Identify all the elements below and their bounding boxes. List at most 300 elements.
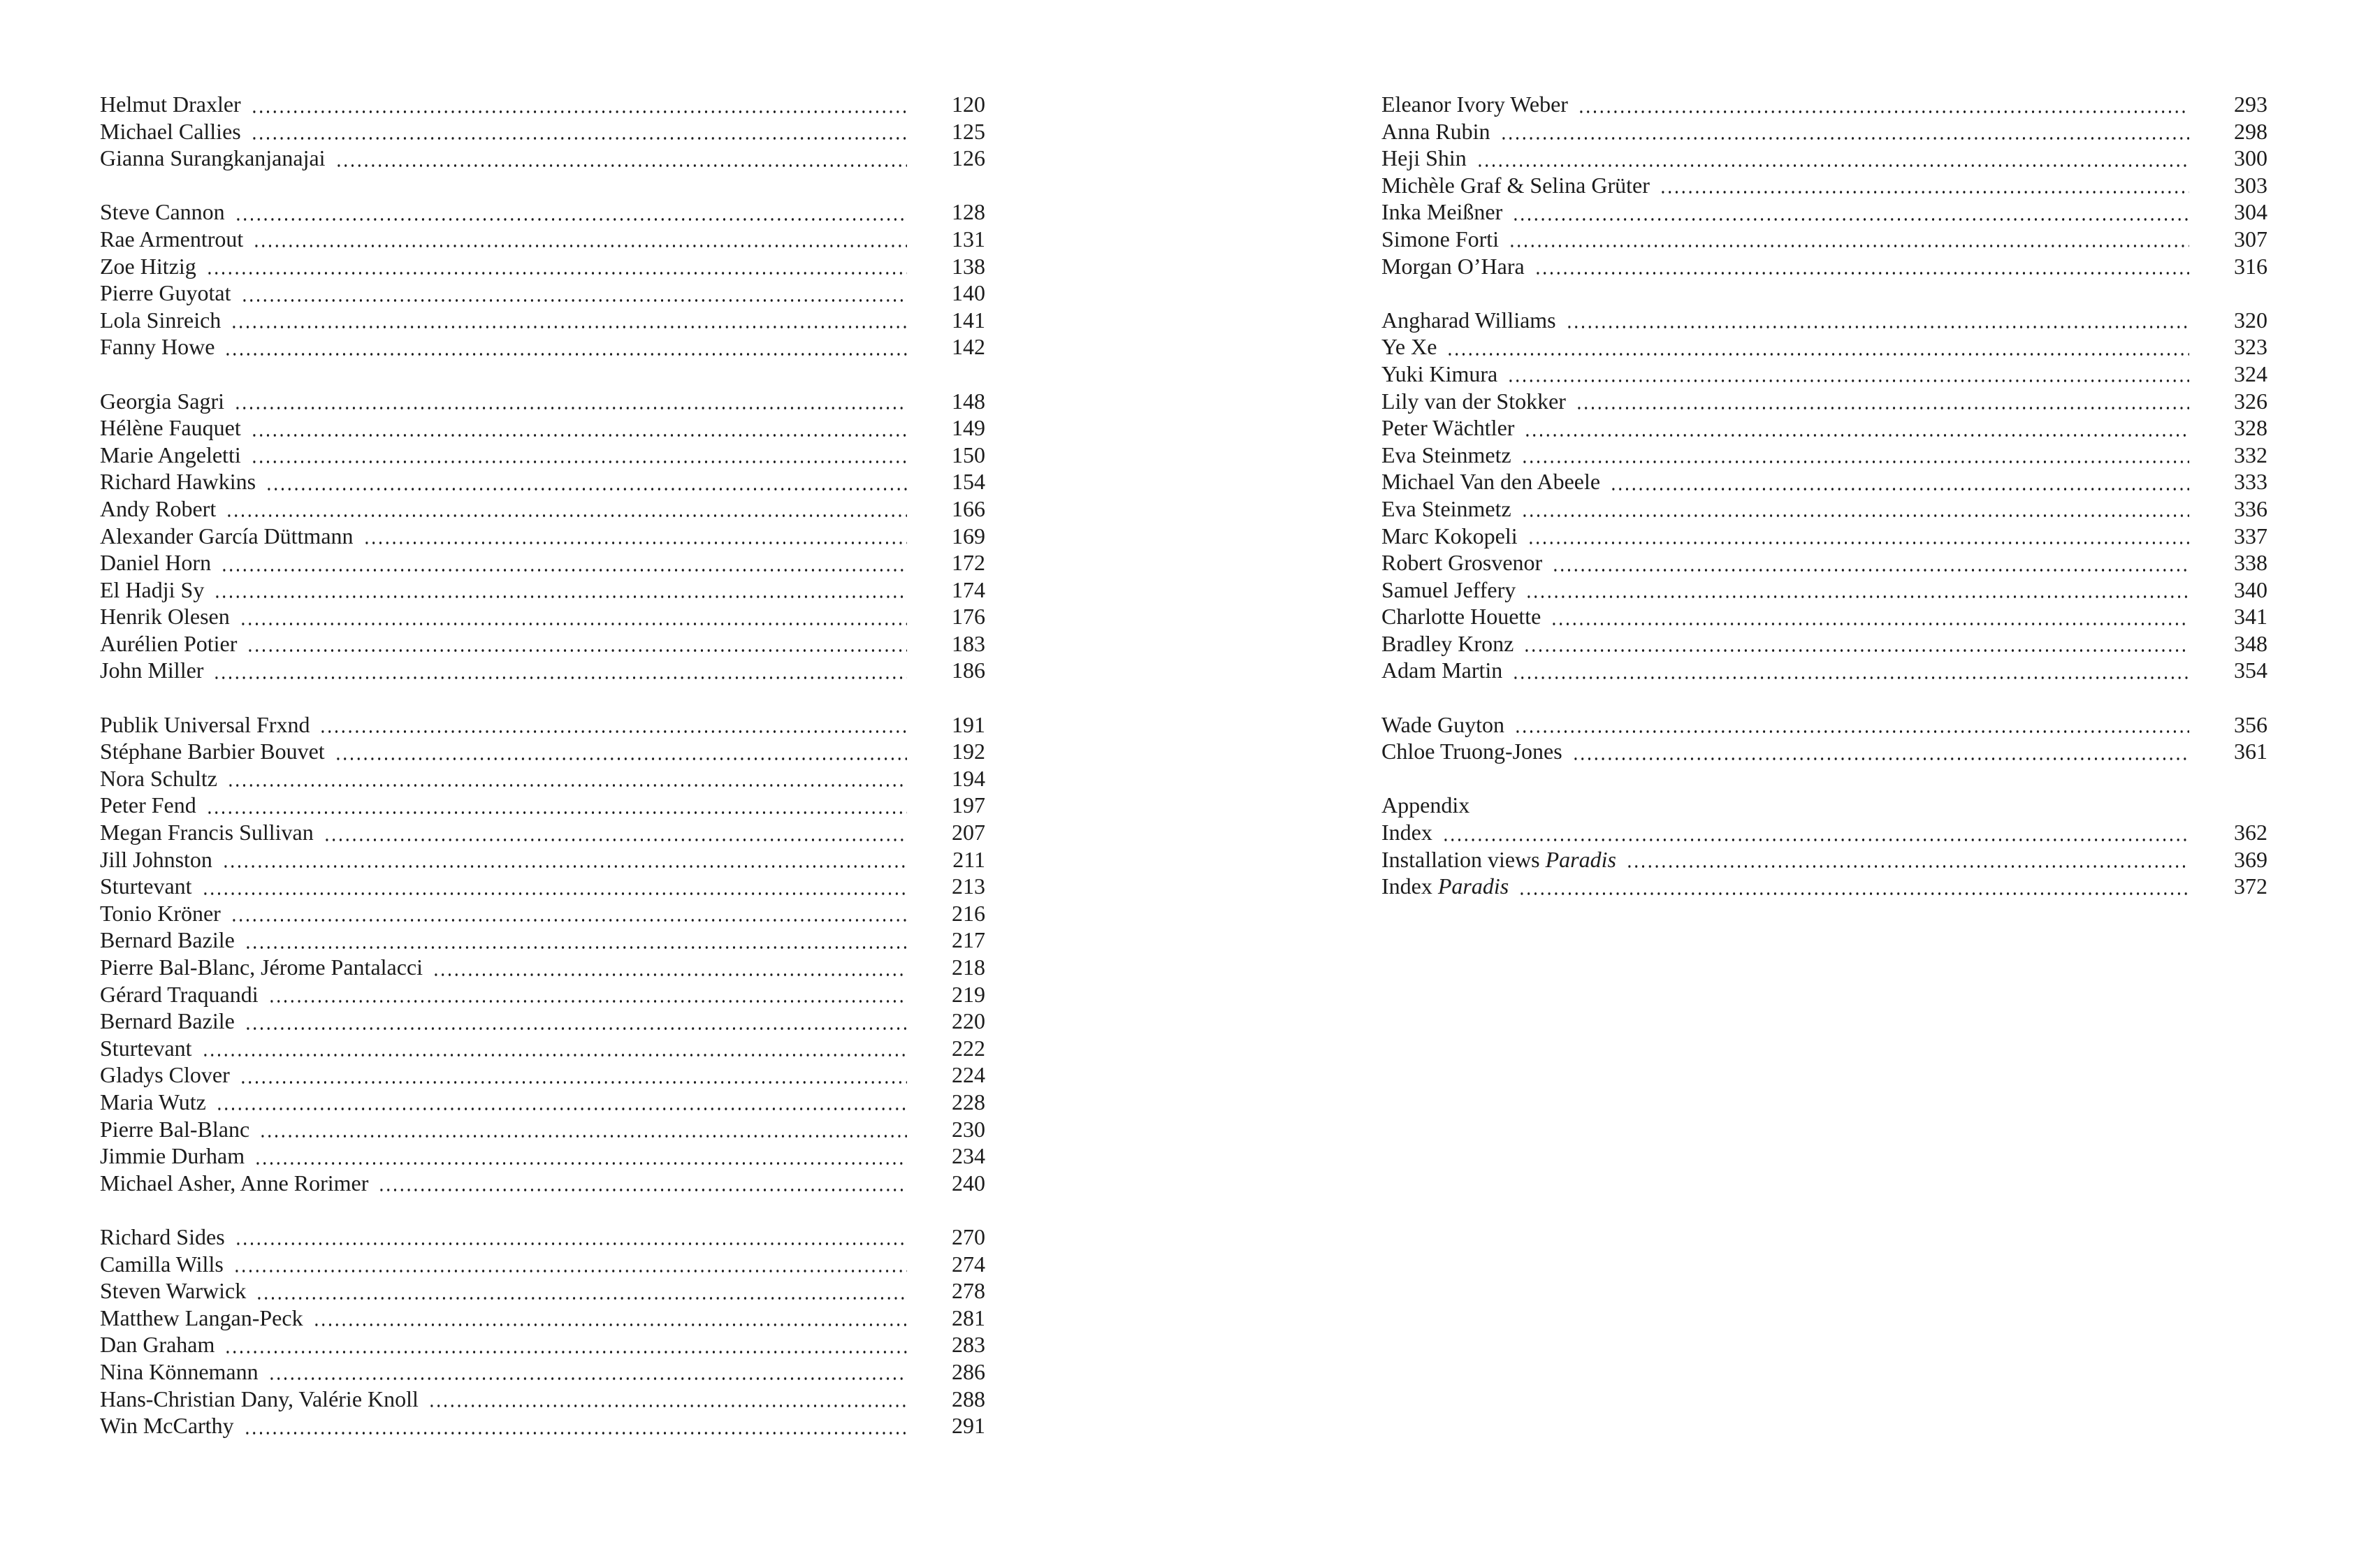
- toc-entry-name: Marie Angeletti: [100, 442, 241, 467]
- dot-leader: [245, 927, 907, 954]
- dot-leader: [1521, 495, 2189, 523]
- toc-entry-name: John Miller: [100, 658, 204, 683]
- toc-entry: [100, 657, 985, 684]
- toc-entry-name: Yuki Kimura: [1381, 361, 1498, 386]
- dot-leader: [268, 981, 907, 1008]
- toc-entry: [100, 819, 985, 846]
- toc-entry-name: Michael Callies: [100, 118, 241, 144]
- dot-leader: [234, 388, 907, 415]
- dot-leader: [428, 1386, 907, 1413]
- dot-leader: [1523, 630, 2189, 658]
- toc-entry-name: Win McCarthy: [100, 1413, 234, 1439]
- toc-entry-page-number: 126: [952, 145, 985, 171]
- dot-leader: [206, 253, 907, 280]
- toc-column-right: [1381, 91, 2267, 900]
- dot-leader: [363, 523, 907, 550]
- toc-group: [100, 1224, 985, 1439]
- toc-entry: [100, 280, 985, 307]
- toc-group: [100, 198, 985, 361]
- dot-leader: [202, 1035, 907, 1062]
- toc-entry-page-number: 320: [2234, 307, 2267, 333]
- toc-entry-page-number: 125: [952, 118, 985, 144]
- dot-leader: [1552, 549, 2189, 576]
- toc-entry: [100, 981, 985, 1008]
- toc-entry-page-number: 326: [2234, 388, 2267, 414]
- dot-leader: [1524, 414, 2189, 442]
- toc-entry: [100, 1142, 985, 1170]
- toc-entry-page-number: 341: [2234, 604, 2267, 630]
- toc-entry-name: Gladys Clover: [100, 1062, 230, 1088]
- dot-leader: [1527, 523, 2189, 550]
- dot-leader: [1610, 468, 2189, 495]
- toc-entry: [100, 954, 985, 981]
- toc-entry: [100, 1358, 985, 1386]
- toc-entry-page-number: 142: [952, 334, 985, 360]
- toc-entry-page-number: 222: [952, 1035, 985, 1061]
- toc-entry-name: Hélène Fauquet: [100, 415, 241, 441]
- dot-leader: [214, 576, 907, 604]
- toc-entry-page-number: 176: [952, 604, 985, 630]
- toc-entry: [1381, 549, 2267, 576]
- toc-entry: [100, 226, 985, 253]
- toc-entry-page-number: 332: [2234, 442, 2267, 467]
- toc-entry-page-number: 298: [2234, 118, 2267, 144]
- toc-entry: [1381, 603, 2267, 630]
- toc-entry-page-number: 356: [2234, 711, 2267, 737]
- dot-leader: [259, 1116, 907, 1143]
- toc-entry: [100, 1412, 985, 1439]
- toc-entry-page-number: 340: [2234, 576, 2267, 602]
- toc-entry-page-number: 131: [952, 226, 985, 252]
- toc-entry-page-number: 307: [2234, 226, 2267, 252]
- dot-leader: [1446, 333, 2189, 361]
- dot-leader: [213, 657, 907, 684]
- toc-entry-page-number: 172: [952, 550, 985, 576]
- toc-entry-page-number: 286: [952, 1358, 985, 1384]
- toc-entry-name: Rae Armentrout: [100, 226, 244, 252]
- toc-entry-name: Gérard Traquandi: [100, 981, 259, 1007]
- toc-entry-page-number: 192: [952, 739, 985, 764]
- dot-leader: [251, 91, 907, 118]
- toc-entry-name: Aurélien Potier: [100, 630, 238, 656]
- dot-leader: [235, 1224, 907, 1251]
- dot-leader: [233, 1251, 907, 1278]
- toc-entry-name: Charlotte Houette: [1381, 604, 1541, 630]
- toc-entry-name: Michael Van den Abeele: [1381, 469, 1601, 495]
- toc-entry: [1381, 630, 2267, 658]
- toc-entry: [100, 468, 985, 495]
- toc-entry-name: Jill Johnston: [100, 846, 212, 872]
- toc-entry: [100, 1224, 985, 1251]
- toc-entry-name: Eleanor Ivory Weber: [1381, 92, 1568, 117]
- dot-leader: [1512, 657, 2189, 684]
- toc-entry-page-number: 211: [952, 846, 985, 872]
- toc-entry-name: Richard Hawkins: [100, 469, 256, 495]
- dot-leader: [202, 873, 907, 900]
- dot-leader: [1521, 442, 2189, 469]
- dot-leader: [224, 333, 907, 361]
- dot-leader: [240, 603, 907, 630]
- toc-entry-name: Adam Martin: [1381, 658, 1503, 683]
- dot-leader: [1442, 819, 2189, 846]
- toc-entry-page-number: 240: [952, 1170, 985, 1196]
- toc-entry-name: Daniel Horn: [100, 550, 212, 576]
- dot-leader: [251, 118, 907, 145]
- toc-entry-name: Alexander García Düttmann: [100, 523, 354, 549]
- toc-entry-name: Samuel Jeffery: [1381, 576, 1516, 602]
- toc-entry-page-number: 183: [952, 630, 985, 656]
- dot-leader: [335, 145, 907, 172]
- toc-entry: [100, 414, 985, 442]
- toc-group: [1381, 91, 2267, 280]
- toc-entry-name: Jimmie Durham: [100, 1143, 245, 1169]
- toc-entry: [1381, 91, 2267, 118]
- toc-entry: [100, 603, 985, 630]
- dot-leader: [266, 468, 907, 495]
- toc-entry: [100, 576, 985, 604]
- toc-entry-page-number: 216: [952, 900, 985, 926]
- dot-leader: [216, 1089, 907, 1116]
- toc-entry: [100, 1331, 985, 1358]
- dot-leader: [1512, 198, 2189, 226]
- toc-entry-name: Publik Universal Frxnd: [100, 711, 310, 737]
- toc-group: [100, 388, 985, 685]
- toc-entry-page-number: 219: [952, 981, 985, 1007]
- toc-column-left: [100, 91, 985, 1439]
- toc-entry-page-number: 304: [2234, 199, 2267, 225]
- toc-entry-page-number: 194: [952, 765, 985, 791]
- toc-entry-name: Michèle Graf & Selina Grüter: [1381, 172, 1650, 198]
- toc-entry-page-number: 218: [952, 954, 985, 980]
- dot-leader: [1626, 846, 2189, 873]
- toc-entry-name: Bernard Bazile: [100, 1008, 235, 1034]
- dot-leader: [231, 307, 907, 334]
- toc-entry-page-number: 348: [2234, 630, 2267, 656]
- toc-entry-name: Bernard Bazile: [100, 927, 235, 953]
- toc-entry-name: Eva Steinmetz: [1381, 495, 1511, 521]
- toc-entry-name: Nina Könnemann: [100, 1358, 259, 1384]
- toc-entry-page-number: 234: [952, 1143, 985, 1169]
- dot-leader: [244, 1412, 907, 1439]
- toc-entry-name: Steve Cannon: [100, 199, 225, 225]
- toc-entry: [100, 873, 985, 900]
- dot-leader: [1476, 145, 2189, 172]
- toc-entry: [100, 1305, 985, 1332]
- dot-leader: [222, 846, 907, 873]
- toc-entry: [1381, 145, 2267, 172]
- toc-entry-page-number: 154: [952, 469, 985, 495]
- toc-entry-name: Chloe Truong-Jones: [1381, 739, 1562, 764]
- toc-entry-page-number: 303: [2234, 172, 2267, 198]
- toc-entry-page-number: 278: [952, 1278, 985, 1304]
- toc-entry: [100, 1277, 985, 1305]
- toc-entry-name: Wade Guyton: [1381, 711, 1505, 737]
- dot-leader: [1534, 253, 2189, 280]
- toc-entry-page-number: 354: [2234, 658, 2267, 683]
- dot-leader: [1525, 576, 2189, 604]
- dot-leader: [256, 1277, 907, 1305]
- dot-leader: [268, 1358, 907, 1386]
- toc-group: [100, 711, 985, 1197]
- toc-entry: [100, 1170, 985, 1197]
- toc-entry: [100, 118, 985, 145]
- dot-leader: [313, 1305, 907, 1332]
- toc-entry-page-number: 228: [952, 1089, 985, 1115]
- toc-entry: [100, 765, 985, 792]
- dot-leader: [1551, 603, 2189, 630]
- toc-entry-name: Dan Graham: [100, 1332, 215, 1358]
- toc-entry-name: Inka Meißner: [1381, 199, 1503, 225]
- dot-leader: [1514, 711, 2189, 739]
- toc-entry: [1381, 414, 2267, 442]
- toc-entry-page-number: 186: [952, 658, 985, 683]
- toc-entry-page-number: 283: [952, 1332, 985, 1358]
- toc-entry: [100, 711, 985, 739]
- toc-entry: [1381, 792, 2267, 819]
- toc-entry: [100, 307, 985, 334]
- toc-entry-name: Michael Asher, Anne Rorimer: [100, 1170, 369, 1196]
- toc-entry-page-number: 140: [952, 280, 985, 306]
- toc-entry: [100, 927, 985, 954]
- toc-entry-name: Megan Francis Sullivan: [100, 820, 314, 845]
- toc-entry-name: Sturtevant: [100, 1035, 192, 1061]
- toc-entry: [100, 549, 985, 576]
- toc-entry-page-number: 166: [952, 495, 985, 521]
- toc-entry: [100, 1116, 985, 1143]
- toc-entry-name: Peter Fend: [100, 792, 196, 818]
- dot-leader: [433, 954, 907, 981]
- toc-entry: [1381, 118, 2267, 145]
- toc-entry-name: El Hadji Sy: [100, 576, 205, 602]
- toc-entry-name: Ye Xe: [1381, 334, 1437, 360]
- toc-entry-page-number: 293: [2234, 92, 2267, 117]
- toc-entry-name: Steven Warwick: [100, 1278, 247, 1304]
- dot-leader: [224, 1331, 907, 1358]
- toc-group: [100, 91, 985, 172]
- toc-entry-name: Camilla Wills: [100, 1251, 224, 1277]
- toc-entry-name: Lily van der Stokker: [1381, 388, 1566, 414]
- toc-entry-page-number: 138: [952, 253, 985, 279]
- toc-entry: [1381, 442, 2267, 469]
- toc-entry-page-number: 336: [2234, 495, 2267, 521]
- dot-leader: [1576, 388, 2189, 415]
- toc-entry: [1381, 307, 2267, 334]
- toc-entry-page-number: 217: [952, 927, 985, 953]
- toc-entry-name: Stéphane Barbier Bouvet: [100, 739, 325, 764]
- dot-leader: [227, 765, 907, 792]
- toc-entry: [100, 738, 985, 765]
- toc-entry-name: Peter Wächtler: [1381, 415, 1515, 441]
- toc-entry: [1381, 846, 2267, 873]
- toc-entry: [1381, 226, 2267, 253]
- toc-entry-page-number: 288: [952, 1386, 985, 1411]
- dot-leader: [251, 414, 907, 442]
- toc-entry: [100, 91, 985, 118]
- toc-entry-name: Zoe Hitzig: [100, 253, 196, 279]
- toc-entry: [100, 198, 985, 226]
- toc-entry-page-number: 148: [952, 388, 985, 414]
- toc-entry-name: Pierre Guyotat: [100, 280, 231, 306]
- toc-entry-page-number: 191: [952, 711, 985, 737]
- toc-entry-page-number: 141: [952, 307, 985, 333]
- toc-entry: [100, 495, 985, 523]
- toc-entry-name: Eva Steinmetz: [1381, 442, 1511, 467]
- dot-leader: [335, 738, 907, 765]
- toc-entry: [100, 1061, 985, 1089]
- toc-entry: [1381, 819, 2267, 846]
- toc-entry-name: Tonio Kröner: [100, 900, 221, 926]
- dot-leader: [231, 900, 907, 927]
- toc-entry-page-number: 333: [2234, 469, 2267, 495]
- toc-entry: [100, 145, 985, 172]
- dot-leader: [1509, 226, 2189, 253]
- toc-entry-page-number: 361: [2234, 739, 2267, 764]
- toc-entry-name: Helmut Draxler: [100, 92, 241, 117]
- toc-entry-page-number: 149: [952, 415, 985, 441]
- toc-entry-name: Richard Sides: [100, 1224, 225, 1249]
- toc-entry-page-number: 224: [952, 1062, 985, 1088]
- toc-group: [1381, 307, 2267, 684]
- toc-entry-name: Sturtevant: [100, 873, 192, 899]
- toc-entry: [100, 1089, 985, 1116]
- toc-entry-page-number: 291: [952, 1413, 985, 1439]
- toc-entry: [100, 1386, 985, 1413]
- toc-entry-name: Henrik Olesen: [100, 604, 230, 630]
- toc-entry: [1381, 738, 2267, 765]
- toc-entry-name: Nora Schultz: [100, 765, 217, 791]
- toc-entry-page-number: 270: [952, 1224, 985, 1249]
- toc-entry-page-number: 328: [2234, 415, 2267, 441]
- toc-entry: [100, 1008, 985, 1035]
- toc-entry-page-number: 324: [2234, 361, 2267, 386]
- dot-leader: [247, 630, 907, 658]
- toc-entry: [1381, 333, 2267, 361]
- toc-entry-page-number: 120: [952, 92, 985, 117]
- toc-entry-name: Hans-Christian Dany, Valérie Knoll: [100, 1386, 419, 1411]
- toc-entry-page-number: 316: [2234, 253, 2267, 279]
- toc-entry: [100, 1035, 985, 1062]
- toc-group: [1381, 711, 2267, 765]
- toc-entry: [1381, 495, 2267, 523]
- toc-entry-page-number: 281: [952, 1305, 985, 1330]
- toc-entry-name: Pierre Bal-Blanc, Jérome Pantalacci: [100, 954, 423, 980]
- toc-entry: [1381, 198, 2267, 226]
- toc-entry-name: Marc Kokopeli: [1381, 523, 1518, 549]
- toc-entry-name: Anna Rubin: [1381, 118, 1490, 144]
- toc-entry-name: Simone Forti: [1381, 226, 1500, 252]
- toc-entry-name: Morgan O’Hara: [1381, 253, 1525, 279]
- toc-entry-name: Appendix: [1381, 792, 1470, 818]
- toc-entry: [100, 1251, 985, 1278]
- dot-leader: [1500, 118, 2189, 145]
- toc-entry-page-number: 338: [2234, 550, 2267, 576]
- dot-leader: [206, 792, 907, 819]
- toc-entry-page-number: 230: [952, 1116, 985, 1142]
- toc-entry: [100, 846, 985, 873]
- toc-entry-page-number: 213: [952, 873, 985, 899]
- dot-leader: [226, 495, 907, 523]
- toc-entry: [1381, 361, 2267, 388]
- toc-entry-name: Installation views Paradis: [1381, 846, 1616, 872]
- toc-entry: [100, 388, 985, 415]
- toc-entry-page-number: 300: [2234, 145, 2267, 171]
- toc-entry-name: Pierre Bal-Blanc: [100, 1116, 250, 1142]
- toc-entry: [1381, 388, 2267, 415]
- toc-entry: [1381, 172, 2267, 199]
- dot-leader: [245, 1008, 907, 1035]
- dot-leader: [378, 1170, 907, 1197]
- toc-entry-page-number: 169: [952, 523, 985, 549]
- toc-group: [1381, 792, 2267, 899]
- toc-entry: [1381, 523, 2267, 550]
- toc-entry-name: Bradley Kronz: [1381, 630, 1514, 656]
- toc-entry-page-number: 362: [2234, 820, 2267, 845]
- toc-entry: [1381, 253, 2267, 280]
- dot-leader: [240, 1061, 907, 1089]
- toc-entry-page-number: 274: [952, 1251, 985, 1277]
- dot-leader: [1572, 738, 2189, 765]
- dot-leader: [1578, 91, 2189, 118]
- toc-entry: [100, 253, 985, 280]
- dot-leader: [324, 819, 907, 846]
- toc-entry: [100, 333, 985, 361]
- toc-entry-page-number: 337: [2234, 523, 2267, 549]
- toc-entry-name: Angharad Williams: [1381, 307, 1556, 333]
- toc-entry: [100, 630, 985, 658]
- dot-leader: [221, 549, 907, 576]
- dot-leader: [235, 198, 907, 226]
- dot-leader: [1566, 307, 2189, 334]
- toc-entry: [1381, 657, 2267, 684]
- toc-entry-name: Georgia Sagri: [100, 388, 225, 414]
- toc-entry-page-number: 323: [2234, 334, 2267, 360]
- dot-leader: [251, 442, 907, 469]
- toc-entry: [1381, 576, 2267, 604]
- toc-entry: [1381, 873, 2267, 900]
- toc-entry-name: Gianna Surangkanjanajai: [100, 145, 326, 171]
- toc-entry: [100, 442, 985, 469]
- dot-leader: [319, 711, 907, 739]
- toc-entry: [100, 900, 985, 927]
- toc-entry: [1381, 468, 2267, 495]
- toc-entry-page-number: 150: [952, 442, 985, 467]
- toc-entry: [1381, 711, 2267, 739]
- toc-entry-page-number: 207: [952, 820, 985, 845]
- toc-entry-name: Robert Grosvenor: [1381, 550, 1543, 576]
- toc-entry-page-number: 174: [952, 576, 985, 602]
- toc-entry-name: Index Paradis: [1381, 873, 1509, 899]
- dot-leader: [1660, 172, 2189, 199]
- toc-entry-name: Maria Wutz: [100, 1089, 206, 1115]
- toc-entry-name: Lola Sinreich: [100, 307, 222, 333]
- dot-leader: [241, 280, 908, 307]
- toc-entry-name: Andy Robert: [100, 495, 217, 521]
- toc-entry-page-number: 197: [952, 792, 985, 818]
- dot-leader: [253, 226, 907, 253]
- toc-entry-name: Index: [1381, 820, 1432, 845]
- dot-leader: [1518, 873, 2189, 900]
- toc-entry-page-number: 220: [952, 1008, 985, 1034]
- toc-entry: [100, 792, 985, 819]
- toc-entry-page-number: 369: [2234, 846, 2267, 872]
- toc-entry-name: Fanny Howe: [100, 334, 215, 360]
- toc-entry-name: Heji Shin: [1381, 145, 1467, 171]
- toc-entry-name: Matthew Langan-Peck: [100, 1305, 303, 1330]
- dot-leader: [254, 1142, 907, 1170]
- toc-entry: [100, 523, 985, 550]
- dot-leader: [1507, 361, 2189, 388]
- toc-entry-page-number: 128: [952, 199, 985, 225]
